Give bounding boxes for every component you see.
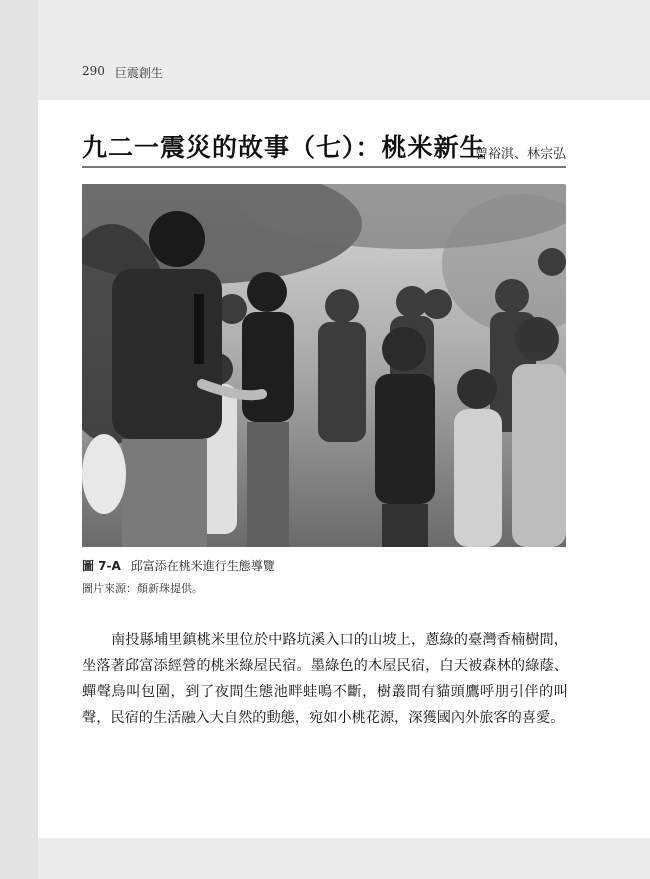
article-authors: 曾裕淇、林宗弘 (474, 147, 566, 162)
page-number: 290 (82, 64, 105, 78)
title-rule (82, 166, 566, 168)
figure-caption (82, 557, 275, 574)
running-header (82, 64, 163, 81)
body-paragraph: 南投縣埔里鎮桃米里位於中路坑溪入口的山坡上，蔥綠的臺灣香楠樹間，坐落著邱富添經營的桃米綠屋民宿。墨綠色的木屋民宿，白天被森林的綠蔭、蟬聲鳥叫包圍，到了夜間生態池畔蛙鳴不斷，樹叢間有貓頭鷹呼朋引伴的叫聲，民宿的生活融入大自然的動態，宛如小桃花源，深獲國內外旅客的喜愛。 (82, 632, 568, 726)
left-margin-strip (0, 0, 38, 879)
figure-number: 圖 7-A (82, 559, 121, 573)
book-title: 巨震創生 (114, 66, 163, 80)
figure-caption-text: 邱富添在桃米進行生態導覽 (130, 559, 275, 573)
footer-band (38, 838, 650, 879)
header-band (38, 0, 650, 100)
article-title: 九二一震災的故事（七）：桃米新生 (82, 133, 486, 162)
figure-source: 圖片來源：顏新珠提供。 (82, 582, 203, 595)
photo-illustration (82, 184, 566, 547)
photo-eco-tour (82, 184, 566, 547)
